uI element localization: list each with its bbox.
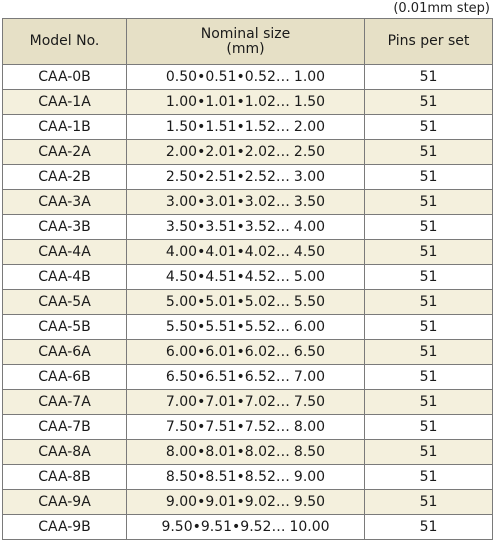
size-sequence: 7.00•7.01•7.02… bbox=[165, 394, 290, 410]
size-header bbox=[127, 19, 365, 65]
pins-cell: 51 bbox=[365, 515, 493, 540]
pins-cell: 51 bbox=[365, 390, 493, 415]
size-sequence: 1.00•1.01•1.02… bbox=[165, 94, 290, 110]
size-sequence: 0.50•0.51•0.52… bbox=[165, 69, 290, 85]
table-row bbox=[3, 365, 493, 390]
size-range bbox=[166, 215, 325, 239]
model-cell: CAA-0B bbox=[3, 65, 127, 90]
model-cell: CAA-4A bbox=[3, 240, 127, 265]
size-sequence: 8.50•8.51•8.52… bbox=[165, 469, 290, 485]
size-sequence: 5.50•5.51•5.52… bbox=[165, 319, 290, 335]
table-row bbox=[3, 515, 493, 540]
size-range bbox=[166, 165, 325, 189]
model-cell: CAA-6A bbox=[3, 340, 127, 365]
size-end: 9.50 bbox=[293, 494, 326, 510]
pins-cell: 51 bbox=[365, 290, 493, 315]
model-cell: CAA-3A bbox=[3, 190, 127, 215]
table-row bbox=[3, 315, 493, 340]
size-cell bbox=[127, 265, 365, 290]
table-row bbox=[3, 340, 493, 365]
size-cell bbox=[127, 290, 365, 315]
table-row bbox=[3, 190, 493, 215]
pins-cell: 51 bbox=[365, 315, 493, 340]
size-range bbox=[161, 515, 329, 539]
size-end: 9.00 bbox=[293, 469, 326, 485]
model-header bbox=[3, 19, 127, 65]
size-range bbox=[166, 115, 325, 139]
pins-header bbox=[365, 19, 493, 65]
size-sequence: 4.50•4.51•4.52… bbox=[165, 269, 290, 285]
header-row bbox=[3, 19, 493, 65]
size-cell bbox=[127, 140, 365, 165]
table-row bbox=[3, 115, 493, 140]
size-cell bbox=[127, 190, 365, 215]
pin-gauge-spec-table bbox=[2, 18, 493, 540]
model-cell: CAA-7B bbox=[3, 415, 127, 440]
size-range bbox=[166, 65, 325, 89]
size-range bbox=[166, 90, 325, 114]
model-cell: CAA-2B bbox=[3, 165, 127, 190]
table-body bbox=[3, 65, 493, 540]
model-cell: CAA-6B bbox=[3, 365, 127, 390]
size-sequence: 9.50•9.51•9.52… bbox=[161, 519, 286, 535]
table-row bbox=[3, 65, 493, 90]
size-sequence: 1.50•1.51•1.52… bbox=[165, 119, 290, 135]
size-sequence: 2.50•2.51•2.52… bbox=[165, 169, 290, 185]
pins-cell: 51 bbox=[365, 215, 493, 240]
model-cell: CAA-8A bbox=[3, 440, 127, 465]
size-range bbox=[166, 315, 325, 339]
size-cell bbox=[127, 215, 365, 240]
pins-header-label: Pins per set bbox=[387, 33, 470, 49]
size-range bbox=[166, 190, 325, 214]
size-end: 1.00 bbox=[293, 69, 326, 85]
pins-cell: 51 bbox=[365, 165, 493, 190]
size-sequence: 4.00•4.01•4.02… bbox=[165, 244, 290, 260]
table-header bbox=[3, 19, 493, 65]
table-row bbox=[3, 440, 493, 465]
size-range bbox=[166, 140, 325, 164]
model-cell: CAA-9B bbox=[3, 515, 127, 540]
size-sequence: 5.00•5.01•5.02… bbox=[165, 294, 290, 310]
size-cell bbox=[127, 415, 365, 440]
pins-cell: 51 bbox=[365, 365, 493, 390]
model-cell: CAA-7A bbox=[3, 390, 127, 415]
size-sequence: 6.00•6.01•6.02… bbox=[165, 344, 290, 360]
size-end: 2.00 bbox=[293, 119, 326, 135]
table-row bbox=[3, 240, 493, 265]
pins-cell: 51 bbox=[365, 465, 493, 490]
size-end: 10.00 bbox=[289, 519, 330, 535]
pins-cell: 51 bbox=[365, 65, 493, 90]
model-cell: CAA-5A bbox=[3, 290, 127, 315]
table-row bbox=[3, 290, 493, 315]
size-cell bbox=[127, 65, 365, 90]
size-end: 8.50 bbox=[293, 444, 326, 460]
size-end: 5.50 bbox=[293, 294, 326, 310]
size-sequence: 8.00•8.01•8.02… bbox=[165, 444, 290, 460]
table-row bbox=[3, 215, 493, 240]
size-cell bbox=[127, 390, 365, 415]
size-cell bbox=[127, 515, 365, 540]
model-cell: CAA-8B bbox=[3, 465, 127, 490]
table-row bbox=[3, 490, 493, 515]
pins-cell: 51 bbox=[365, 415, 493, 440]
pins-cell: 51 bbox=[365, 240, 493, 265]
table-row bbox=[3, 415, 493, 440]
size-range bbox=[166, 240, 325, 264]
size-range bbox=[166, 415, 325, 439]
size-range bbox=[166, 440, 325, 464]
pins-cell: 51 bbox=[365, 115, 493, 140]
model-header-label: Model No. bbox=[29, 33, 100, 49]
size-sequence: 9.00•9.01•9.02… bbox=[165, 494, 290, 510]
size-cell bbox=[127, 440, 365, 465]
size-end: 3.50 bbox=[293, 194, 326, 210]
pins-cell: 51 bbox=[365, 340, 493, 365]
size-range bbox=[166, 365, 325, 389]
pins-cell: 51 bbox=[365, 440, 493, 465]
size-range bbox=[166, 490, 325, 514]
size-cell bbox=[127, 240, 365, 265]
size-sequence: 3.00•3.01•3.02… bbox=[165, 194, 290, 210]
model-cell: CAA-1B bbox=[3, 115, 127, 140]
size-end: 5.00 bbox=[293, 269, 326, 285]
size-end: 7.00 bbox=[293, 369, 326, 385]
size-end: 2.50 bbox=[293, 144, 326, 160]
pins-cell: 51 bbox=[365, 265, 493, 290]
model-cell: CAA-2A bbox=[3, 140, 127, 165]
table-row bbox=[3, 465, 493, 490]
size-cell bbox=[127, 315, 365, 340]
size-cell bbox=[127, 90, 365, 115]
size-end: 4.50 bbox=[293, 244, 326, 260]
table-row bbox=[3, 390, 493, 415]
size-sequence: 6.50•6.51•6.52… bbox=[165, 369, 290, 385]
pins-cell: 51 bbox=[365, 140, 493, 165]
pins-cell: 51 bbox=[365, 190, 493, 215]
model-cell: CAA-3B bbox=[3, 215, 127, 240]
table-row bbox=[3, 265, 493, 290]
size-cell bbox=[127, 165, 365, 190]
table-row bbox=[3, 165, 493, 190]
size-end: 6.00 bbox=[293, 319, 326, 335]
pins-cell: 51 bbox=[365, 490, 493, 515]
size-end: 1.50 bbox=[293, 94, 326, 110]
size-cell bbox=[127, 465, 365, 490]
size-sequence: 2.00•2.01•2.02… bbox=[165, 144, 290, 160]
size-end: 6.50 bbox=[293, 344, 326, 360]
model-cell: CAA-1A bbox=[3, 90, 127, 115]
size-sequence: 7.50•7.51•7.52… bbox=[165, 419, 290, 435]
size-cell bbox=[127, 115, 365, 140]
size-range bbox=[166, 290, 325, 314]
step-note: (0.01mm step) bbox=[393, 1, 490, 16]
size-cell bbox=[127, 490, 365, 515]
size-end: 8.00 bbox=[293, 419, 326, 435]
size-range bbox=[166, 390, 325, 414]
size-end: 4.00 bbox=[293, 219, 326, 235]
size-range bbox=[166, 465, 325, 489]
size-sequence: 3.50•3.51•3.52… bbox=[165, 219, 290, 235]
model-cell: CAA-5B bbox=[3, 315, 127, 340]
size-end: 7.50 bbox=[293, 394, 326, 410]
table-row bbox=[3, 140, 493, 165]
size-cell bbox=[127, 365, 365, 390]
model-cell: CAA-9A bbox=[3, 490, 127, 515]
size-cell bbox=[127, 340, 365, 365]
pins-cell: 51 bbox=[365, 90, 493, 115]
size-range bbox=[166, 265, 325, 289]
size-header-label: Nominal size bbox=[200, 25, 291, 42]
model-cell: CAA-4B bbox=[3, 265, 127, 290]
size-range bbox=[166, 340, 325, 364]
size-end: 3.00 bbox=[293, 169, 326, 185]
size-header-unit: (mm) bbox=[226, 40, 265, 57]
table-row bbox=[3, 90, 493, 115]
